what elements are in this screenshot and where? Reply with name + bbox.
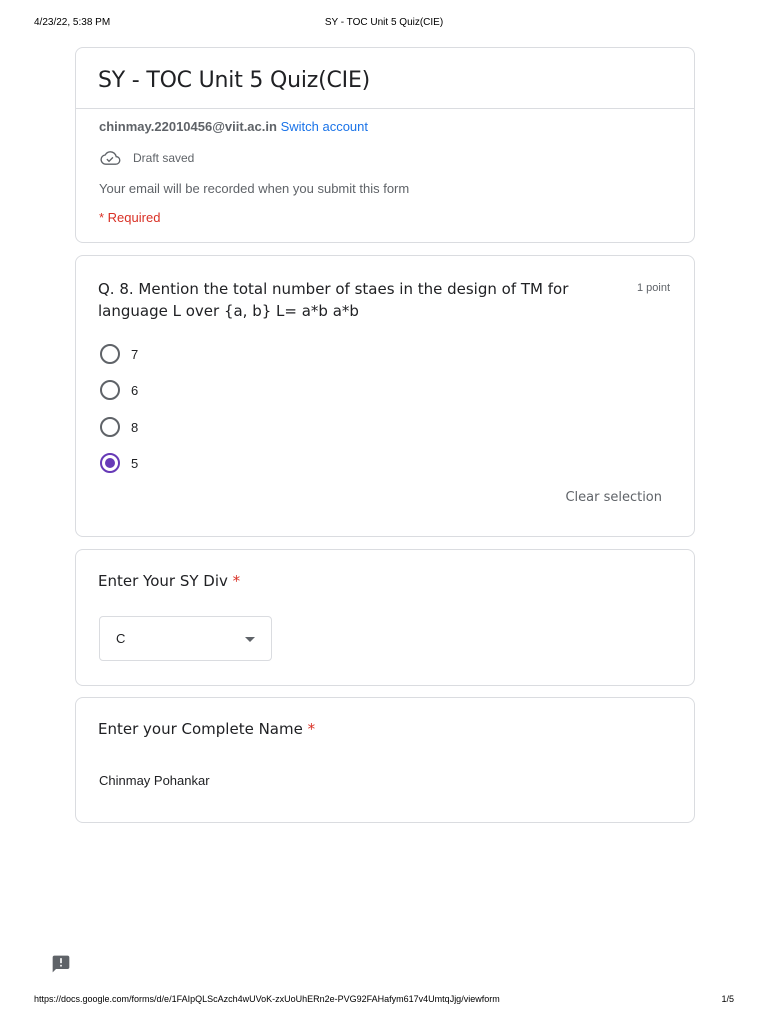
required-note: * Required xyxy=(99,210,161,225)
radio-button[interactable] xyxy=(100,417,120,437)
complete-name-card xyxy=(75,697,695,823)
radio-button[interactable] xyxy=(100,380,120,400)
form-title: SY - TOC Unit 5 Quiz(CIE) xyxy=(98,68,371,93)
print-date: 4/23/22, 5:38 PM xyxy=(34,17,111,28)
form-header-card xyxy=(75,47,695,243)
clear-selection-button[interactable]: Clear selection xyxy=(565,490,662,505)
draft-status xyxy=(99,150,194,166)
form-title-section xyxy=(76,48,694,109)
field-title-text: Enter Your SY Div xyxy=(98,572,228,590)
print-page-number: 1/5 xyxy=(721,994,734,1004)
account-email: chinmay.22010456@viit.ac.in xyxy=(99,119,277,134)
field-title xyxy=(98,572,240,590)
field-title xyxy=(98,720,315,738)
caret-down-icon xyxy=(245,637,255,642)
option-label: 5 xyxy=(131,455,139,471)
radio-button-selected[interactable] xyxy=(100,453,120,473)
option-label: 6 xyxy=(131,382,139,398)
account-line xyxy=(99,119,368,134)
option-label: 7 xyxy=(131,346,139,362)
option-label: 8 xyxy=(131,419,139,435)
print-title: SY - TOC Unit 5 Quiz(CIE) xyxy=(324,17,444,28)
email-note: Your email will be recorded when you submit this form xyxy=(99,181,410,196)
dropdown-value: C xyxy=(116,631,126,646)
field-title-text: Enter your Complete Name xyxy=(98,720,303,738)
radio-button[interactable] xyxy=(100,344,120,364)
option-5[interactable] xyxy=(100,453,138,473)
option-6[interactable] xyxy=(100,380,138,400)
required-asterisk: * xyxy=(307,720,316,738)
complete-name-input[interactable]: Chinmay Pohankar xyxy=(99,773,210,788)
feedback-icon[interactable] xyxy=(50,954,72,974)
required-asterisk: * xyxy=(232,572,241,590)
question-8-card xyxy=(75,255,695,537)
cloud-check-icon xyxy=(99,150,121,166)
switch-account-link[interactable]: Switch account xyxy=(280,119,368,134)
option-8[interactable] xyxy=(100,417,138,437)
question-points: 1 point xyxy=(636,282,670,294)
sy-div-dropdown[interactable] xyxy=(99,616,272,661)
draft-status-label: Draft saved xyxy=(133,151,195,165)
sy-div-card xyxy=(75,549,695,686)
print-url: https://docs.google.com/forms/d/e/1FAIpQLScAzch4wUVoK-zxUoUhERn2e-PVG92FAHafym617v4UmtqJjg/viewform xyxy=(34,994,500,1004)
option-7[interactable] xyxy=(100,344,138,364)
question-text: Q. 8. Mention the total number of staes in the design of TM for language L over {a, b} L= a*b a*b xyxy=(98,280,569,320)
